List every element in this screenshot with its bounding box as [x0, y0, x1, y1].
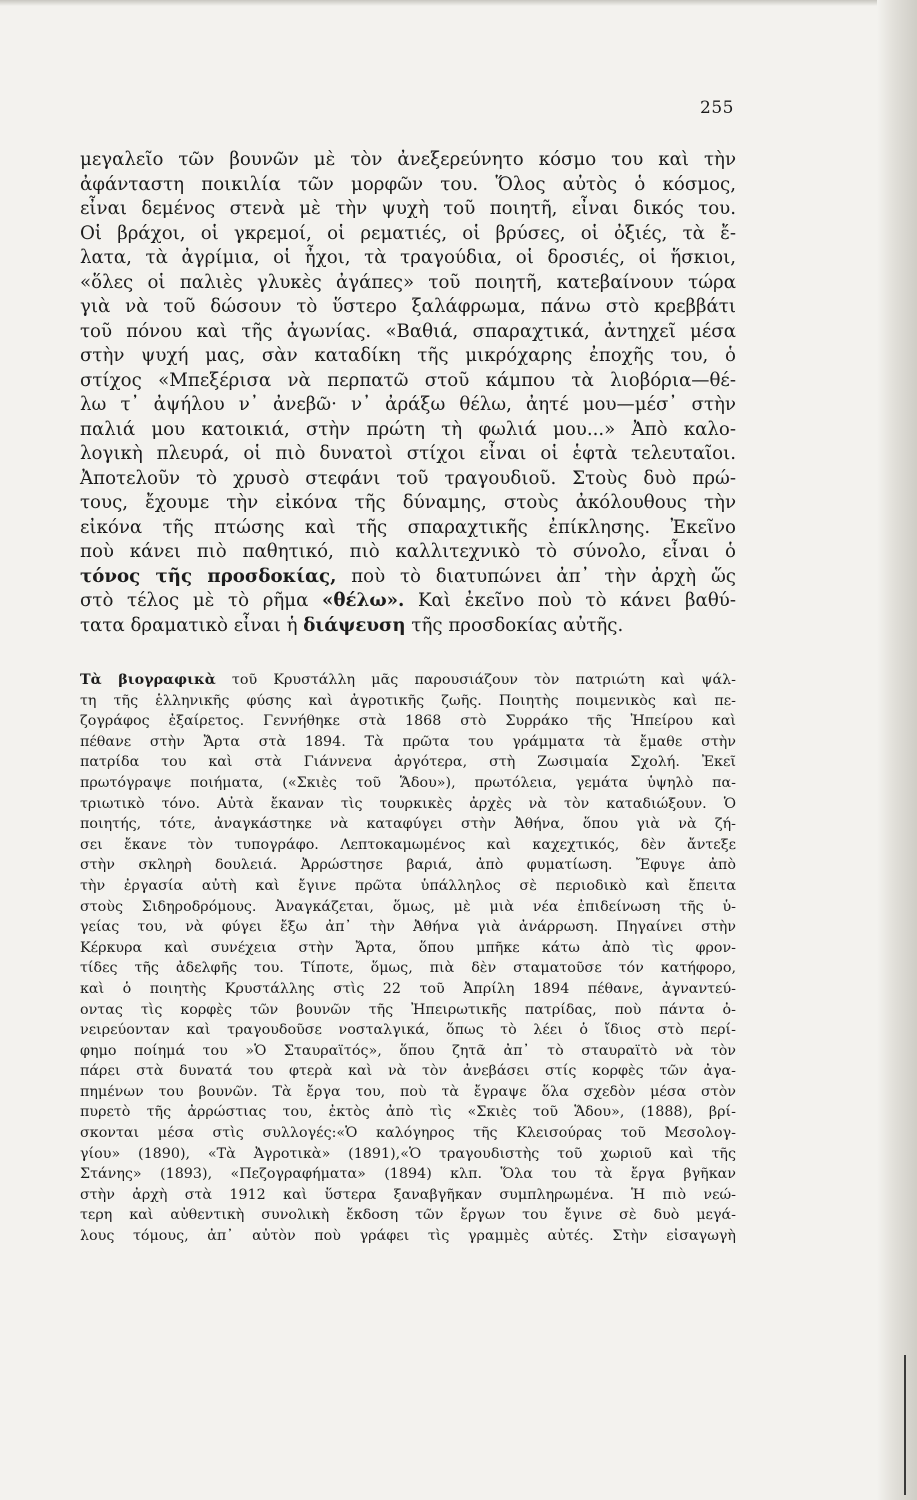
- bold-phrase: «θέλω».: [322, 590, 405, 611]
- text-line: [80, 670, 736, 691]
- text-line: πυρετὸ τῆς ἀρρώστιας του, ἐκτὸς ἀπὸ τὶς «Σκιὲς τοῦ Ἅδου», (1888), βρί-: [80, 1104, 736, 1121]
- text-span: ποὺ τὸ διατυπώνει ἀπ᾽ τὴν ἀρχὴ ὥς: [336, 565, 736, 587]
- text-line: Οἱ βράχοι, οἱ γκρεμοί, οἱ ρεματιές, οἱ βρύσες, οἱ ὀξιές, τὰ ἔ-: [80, 222, 736, 244]
- text-line: «ὅλες οἱ παλιὲς γλυκὲς ἀγάπες» τοῦ ποιητῆ, κατεβαίνουν τώρα: [80, 271, 736, 293]
- page-right-edge: [877, 0, 917, 1500]
- text-line: εἶναι δεμένος στενὰ μὲ τὴν ψυχὴ τοῦ ποιητῆ, εἶναι δικός του.: [80, 198, 736, 219]
- text-line: [80, 614, 736, 639]
- text-line: [80, 589, 736, 614]
- text-line: τίδες τῆς ἀδελφῆς του. Τίποτε, ὅμως, πιὰ δὲν σταματοῦσε τόν κατήφορο,: [80, 960, 736, 977]
- main-paragraph: [80, 148, 736, 638]
- text-line: πάρει στὰ δυνατά του φτερὰ καὶ νὰ τὸν ἀνεβάσει στίς κορφὲς τῶν ἀγα-: [80, 1063, 736, 1080]
- text-line: τὴν ἐργασία αὐτὴ καὶ ἔγινε πρῶτα ὑπάλληλος σὲ περιοδικὸ καὶ ἔπειτα: [80, 877, 736, 894]
- text-line: στὴν ἀρχὴ στὰ 1912 καὶ ὕστερα ξαναβγῆκαν συμπληρωμένα. Ἡ πιὸ νεώ-: [80, 1186, 736, 1203]
- text-line: λατα, τὰ ἀγρίμια, οἱ ἦχοι, τὰ τραγούδια, οἱ δροσιές, οἱ ἥσκιοι,: [80, 247, 736, 268]
- bio-heading: Τὰ βιογραφικὰ: [80, 672, 216, 688]
- bold-phrase: διάψευση: [303, 614, 406, 636]
- text-line: παλιά μου κατοικιά, στὴν πρώτη τὴ φωλιά μου...» Ἀπὸ καλο-: [80, 418, 736, 440]
- text-line: ἀφάνταστη ποικιλία τῶν μορφῶν του. Ὅλος αὐτὸς ὁ κόσμος,: [80, 173, 736, 195]
- text-line: ζογράφος ἐξαίρετος. Γεννήθηκε στὰ 1868 στὸ Συρράκο τῆς Ἠπείρου καὶ: [80, 713, 736, 730]
- biography-note: [80, 670, 736, 1247]
- text-line: ποὺ κάνει πιὸ παθητικό, πιὸ καλλιτεχνικὸ τὸ σύνολο, εἶναι ὁ: [80, 541, 736, 562]
- text-span: τῆς προσδοκίας αὐτῆς.: [405, 614, 624, 636]
- text-line: τη τῆς ἑλληνικῆς φύσης καὶ ἀγροτικῆς ζωῆς. Ποιητὴς ποιμενικὸς καὶ πε-: [80, 692, 736, 709]
- text-line: γίου» (1890), «Τὰ Ἀγροτικὰ» (1891),«Ὁ τραγουδιστὴς τοῦ χωριοῦ καὶ τῆς: [80, 1145, 736, 1162]
- text-line: λω τ᾽ ἀψήλου ν᾽ ἀνεβῶ· ν᾽ ἀράξω θέλω, ἀητέ μου—μέσ᾽ στὴν: [80, 394, 736, 415]
- text-line: τους, ἔχουμε τὴν εἰκόνα τῆς δύναμης, στοὺς ἀκόλουθους τὴν: [80, 492, 736, 513]
- text-line: εἰκόνα τῆς πτώσης καὶ τῆς σπαραχτικῆς ἐπίκλησης. Ἐκεῖνο: [80, 516, 736, 538]
- text-line: Στάνης» (1893), «Πεζογραφήματα» (1894) κλπ. Ὅλα του τὰ ἔργα βγῆκαν: [80, 1166, 736, 1183]
- text-line: Κέρκυρα καὶ συνέχεια στὴν Ἄρτα, ὅπου μπῆκε κάτω ἀπὸ τὶς φρον-: [80, 939, 736, 956]
- page-top-edge: [0, 0, 917, 6]
- text-line: πρωτόγραψε ποιήματα, («Σκιὲς τοῦ Ἅδου»), πρωτόλεια, γεμάτα ὑψηλὸ πα-: [80, 774, 736, 791]
- text-span: Καὶ ἐκεῖνο ποὺ τὸ κάνει βαθύ-: [404, 590, 736, 611]
- text-line: καὶ ὁ ποιητὴς Κρυστάλλης στὶς 22 τοῦ Ἀπρίλη 1894 πέθανε, ἀγναντεύ-: [80, 980, 736, 997]
- text-line: στοὺς Σιδηροδρόμους. Ἀναγκάζεται, ὅμως, μὲ μιὰ νέα ἐπιδείνωση τῆς ὑ-: [80, 898, 736, 915]
- text-line: πατρίδα του καὶ στὰ Γιάννενα ἀργότερα, στὴ Ζωσιμαία Σχολή. Ἐκεῖ: [80, 754, 736, 771]
- text-line: νειρεύονταν καὶ τραγουδοῦσε νοσταλγικά, ὅπως τὸ λέει ὁ ἴδιος στὸ περί-: [80, 1022, 736, 1039]
- text-line: στὴν ψυχή μας, σὰν καταδίκη τῆς μικρόχαρης ἐποχῆς του, ὁ: [80, 345, 736, 366]
- text-span: τοῦ Κρυστάλλη μᾶς παρουσιάζουν τὸν πατριώτη καὶ ψάλ-: [215, 672, 736, 688]
- text-line: σει ἔκανε τὸν τυπογράφο. Λεπτοκαμωμένος καὶ καχεχτικός, δὲν ἄντεξε: [80, 836, 736, 853]
- text-span: τατα δραματικὸ εἶναι ἡ: [80, 614, 304, 636]
- text-line: σκονται μέσα στὶς συλλογές:«Ὁ καλόγηρος τῆς Κλεισούρας τοῦ Μεσολογ-: [80, 1125, 736, 1142]
- text-line: γιὰ νὰ τοῦ δώσουν τὸ ὕστερο ξαλάφρωμα, πάνω στὸ κρεββάτι: [80, 296, 736, 317]
- text-line: τοῦ πόνου καὶ τῆς ἀγωνίας. «Βαθιά, σπαραχτικά, ἀντηχεῖ μέσα: [80, 320, 736, 342]
- text-line: λογικὴ πλευρά, οἱ πιὸ δυνατοὶ στίχοι εἶναι οἱ ἑφτὰ τελευταῖοι.: [80, 443, 736, 464]
- text-line: τερη καὶ αὐθεντικὴ συνολικὴ ἔκδοση τῶν ἔργων του ἔγινε σὲ δυὸ μεγά-: [80, 1207, 736, 1224]
- text-line: πημένων του βουνῶν. Τὰ ἔργα του, ποὺ τὰ ἔγραψε ὅλα σχεδὸν μέσα στὸν: [80, 1083, 736, 1100]
- text-line: Ἀποτελοῦν τὸ χρυσὸ στεφάνι τοῦ τραγουδιοῦ. Στοὺς δυὸ πρώ-: [80, 467, 736, 489]
- page-number: 255: [700, 98, 734, 118]
- text-line: στίχος «Μπεξέρισα νὰ περπατῶ στοῦ κάμπου τὰ λιοβόρια—θέ-: [80, 369, 736, 391]
- text-line: στὴν σκληρὴ δουλειά. Ἀρρώστησε βαριά, ἀπὸ φυματίωση. Ἔφυγε ἀπὸ: [80, 857, 736, 874]
- text-line: τριωτικὸ τόνο. Αὐτὰ ἔκαναν τὶς τουρκικὲς ἀρχὲς νὰ τὸν καταδιώξουν. Ὁ: [80, 795, 736, 812]
- margin-rule: [904, 1355, 906, 1495]
- text-line: πέθανε στὴν Ἄρτα στὰ 1894. Τὰ πρῶτα του γράμματα τὰ ἔμαθε στὴν: [80, 733, 736, 750]
- text-line: ποιητής, τότε, ἀναγκάστηκε νὰ καταφύγει στὴν Ἀθήνα, ὅπου γιὰ νὰ ζή-: [80, 816, 736, 833]
- text-line: γείας του, νὰ φύγει ἔξω ἀπ᾽ τὴν Ἀθήνα γιὰ ἀνάρρωση. Πηγαίνει στὴν: [80, 919, 736, 936]
- text-line: [80, 565, 736, 590]
- text-line: λους τόμους, ἀπ᾽ αὐτὸν ποὺ γράφει τὶς γραμμὲς αὐτές. Στὴν εἰσαγωγὴ: [80, 1228, 736, 1245]
- text-line: μεγαλεῖο τῶν βουνῶν μὲ τὸν ἀνεξερεύνητο κόσμο του καὶ τὴν: [80, 149, 736, 170]
- text-line: φημο ποίημά του »Ὁ Σταυραϊτός», ὅπου ζητᾶ ἀπ᾽ τὸ σταυραϊτὸ νὰ τὸν: [80, 1042, 736, 1059]
- text-span: στὸ τέλος μὲ τὸ ρῆμα: [80, 590, 323, 611]
- bold-phrase: τόνος τῆς προσδοκίας,: [80, 565, 337, 587]
- text-line: οντας τὶς κορφὲς τῶν βουνῶν τῆς Ἠπειρωτικῆς πατρίδας, ποὺ πάντα ὀ-: [80, 1001, 736, 1018]
